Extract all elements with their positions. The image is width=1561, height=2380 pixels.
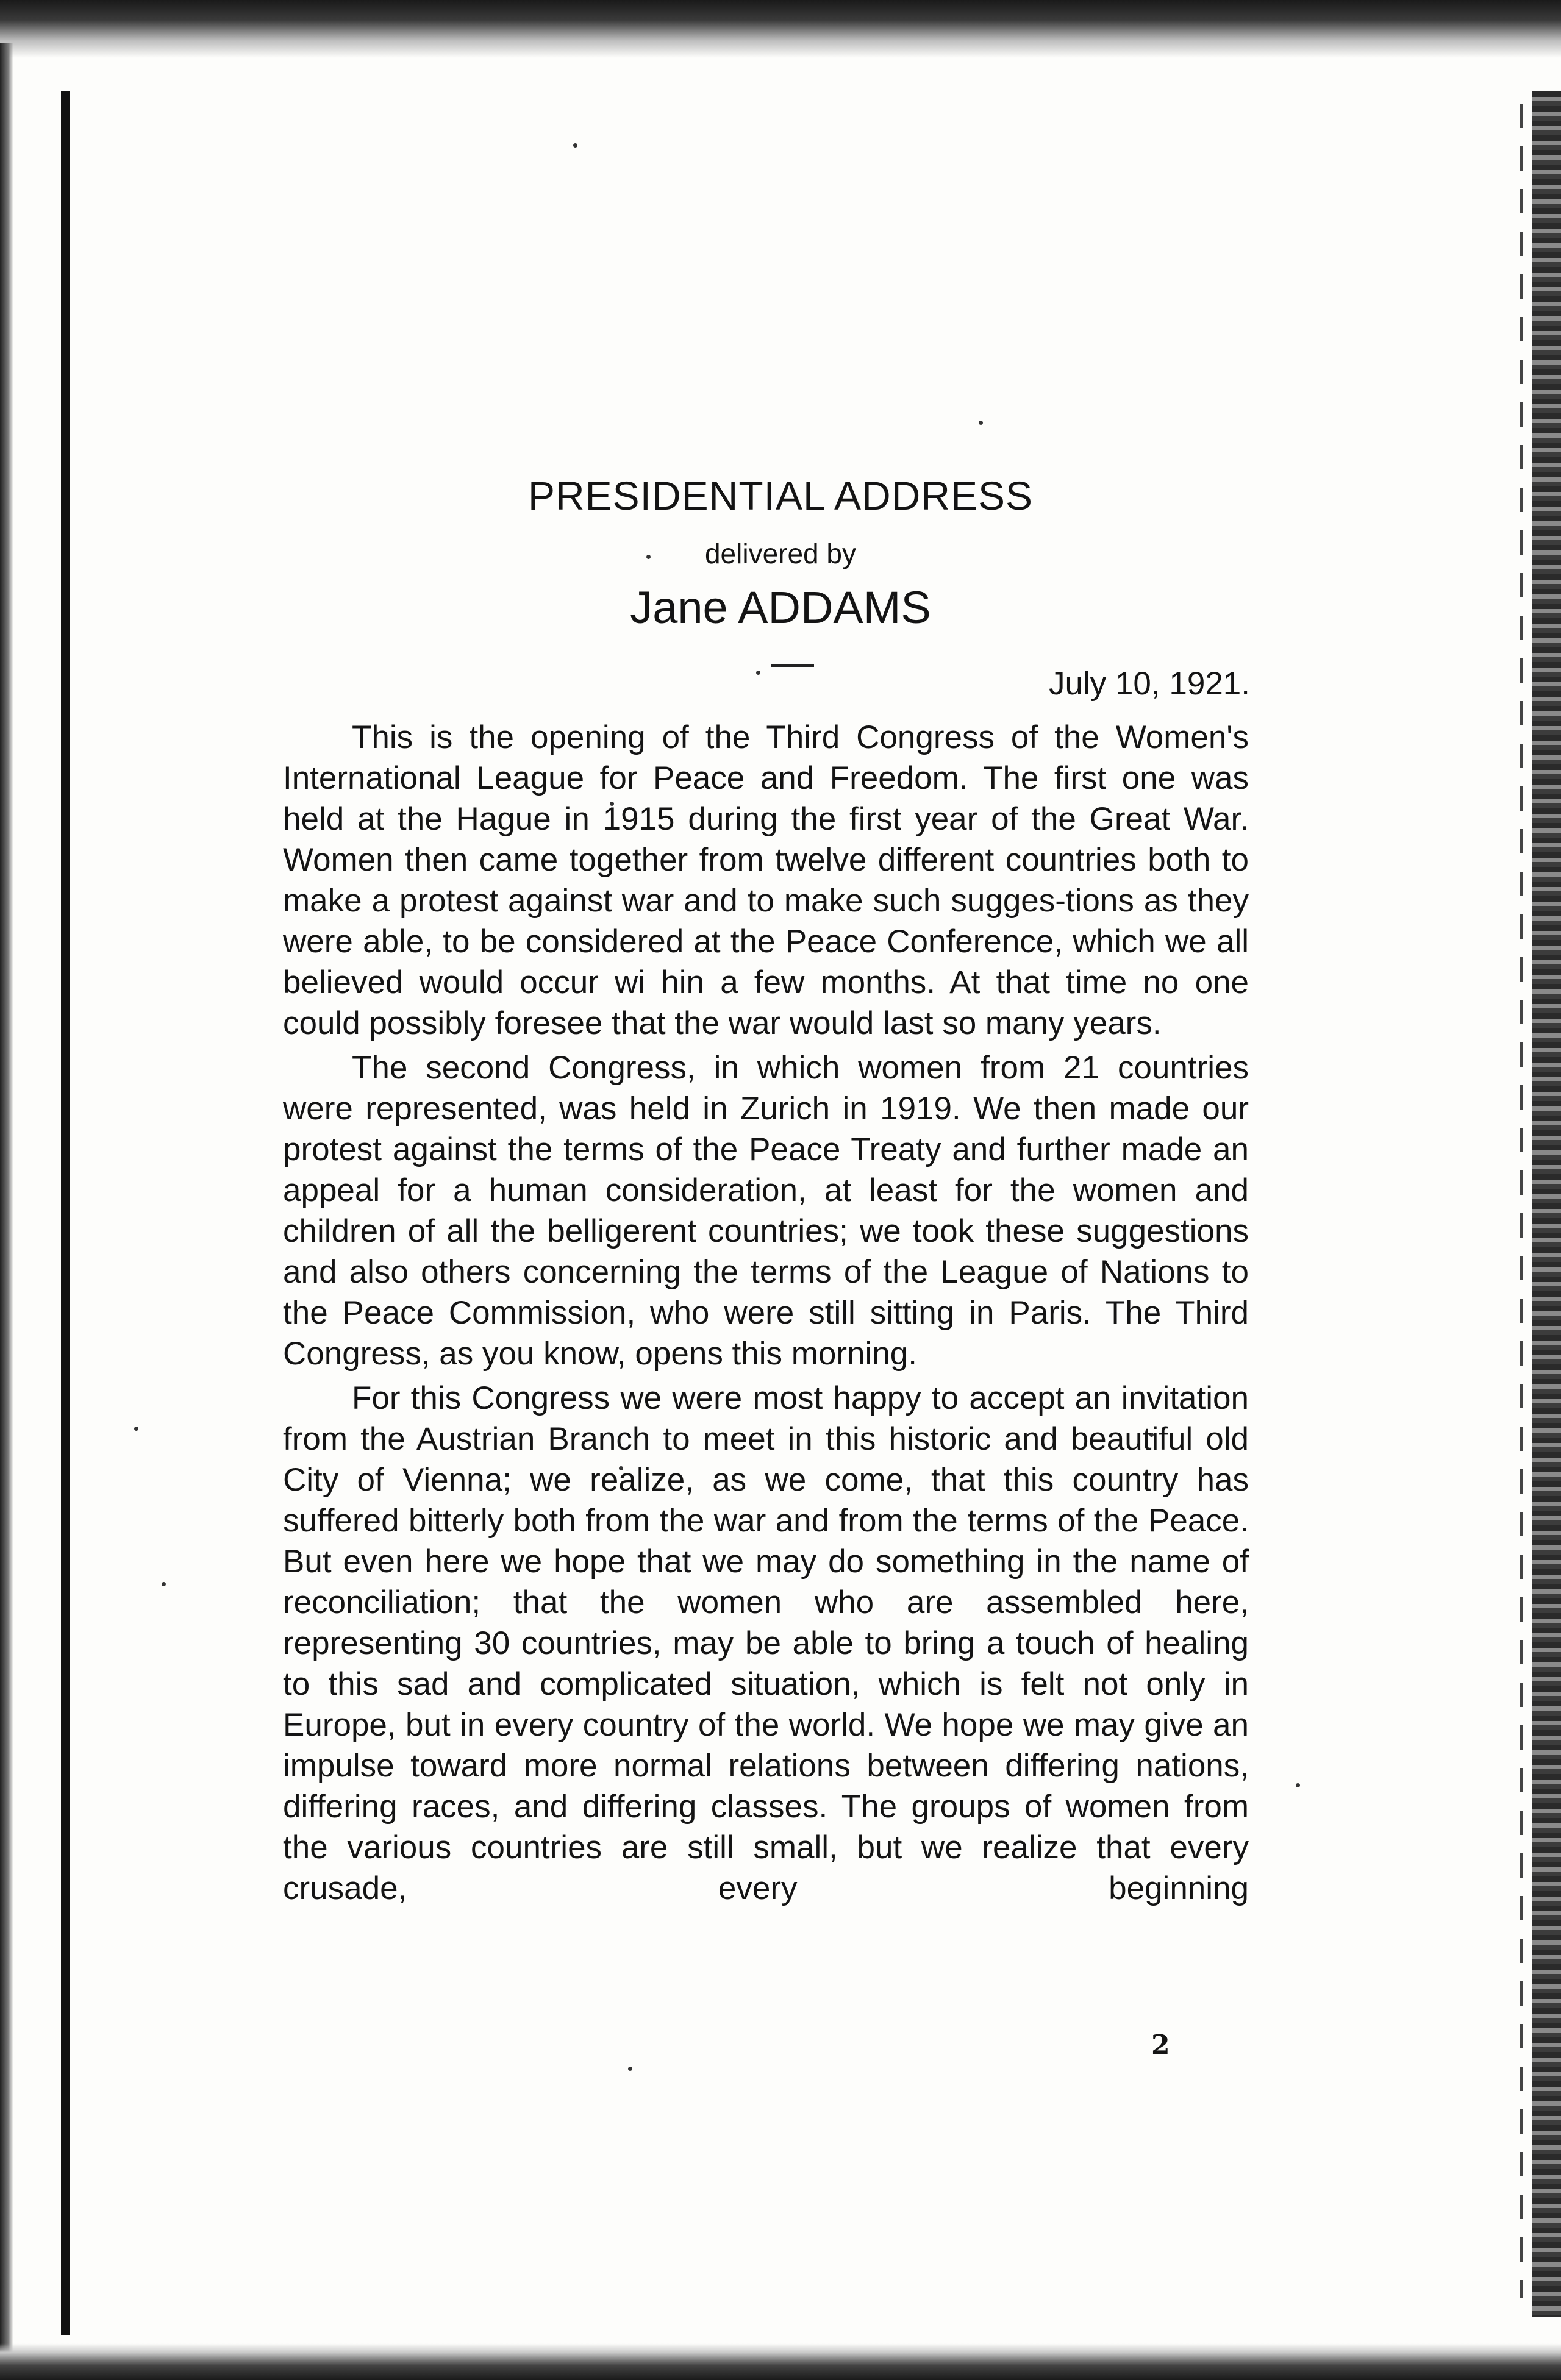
scan-edge-left-outer [0, 43, 13, 2359]
title-divider [771, 664, 814, 667]
delivered-by-line: delivered by [704, 538, 857, 569]
address-date: July 10, 1921. [1048, 666, 1250, 702]
author-name: Jane ADDAMS [630, 582, 931, 633]
scan-edge-left [61, 91, 70, 2335]
paragraph-2: The second Congress, in which women from 21 countries were represented, was held in Zurich in 1919. We then made our protest against the terms of the Peace Treaty and further made an appeal for a human consideration, at least for the women and children of all the belligerent countries; we took these suggestions and also others concerning the terms of the League of Nations to the Peace Commission, who were still sitting in Paris. The Third Congress, as you know, opens this morning. [283, 1050, 1249, 1372]
scan-edge-right-inner [1520, 104, 1523, 2298]
page-number: 2 [1151, 2029, 1170, 2061]
scan-edge-right [1532, 91, 1561, 2317]
paragraph-3: For this Congress we were most happy to accept an invitation from the Austrian Branch to meet in this historic and beautiful old City of Vienna; we realize, as we come, that this country has suffered bitterly both from the war and from the terms of the Peace. But even here we hope that we may do something in the name of reconciliation; that the women who are assembled here, representing 30 countries, may be able to bring a touch of healing to this sad and complicated situation, which is felt not only in Europe, but in every country of the world. We hope we may give an impulse toward more normal relations between differing nations, differing races, and differing classes. The groups of women from the various countries are still small, but we realize that every crusade, every beginning [283, 1380, 1249, 1906]
scan-edge-bottom [0, 2343, 1561, 2380]
body-text [283, 717, 1249, 1909]
paragraph-1: This is the opening of the Third Congress of the Women's International League for Peace and Freedom. The first one was held at the Hague in 1915 during the first year of the Great War. Women then came together from twelve different countries both to make a protest against war and to make such sugges-tions as they were able, to be considered at the Peace Conference, which we all believed would occur wi hin a few months. At that time no one could possibly foresee that the war would last so many years. [283, 719, 1249, 1041]
scan-edge-top [0, 0, 1561, 58]
page-title: PRESIDENTIAL ADDRESS [527, 473, 1034, 518]
